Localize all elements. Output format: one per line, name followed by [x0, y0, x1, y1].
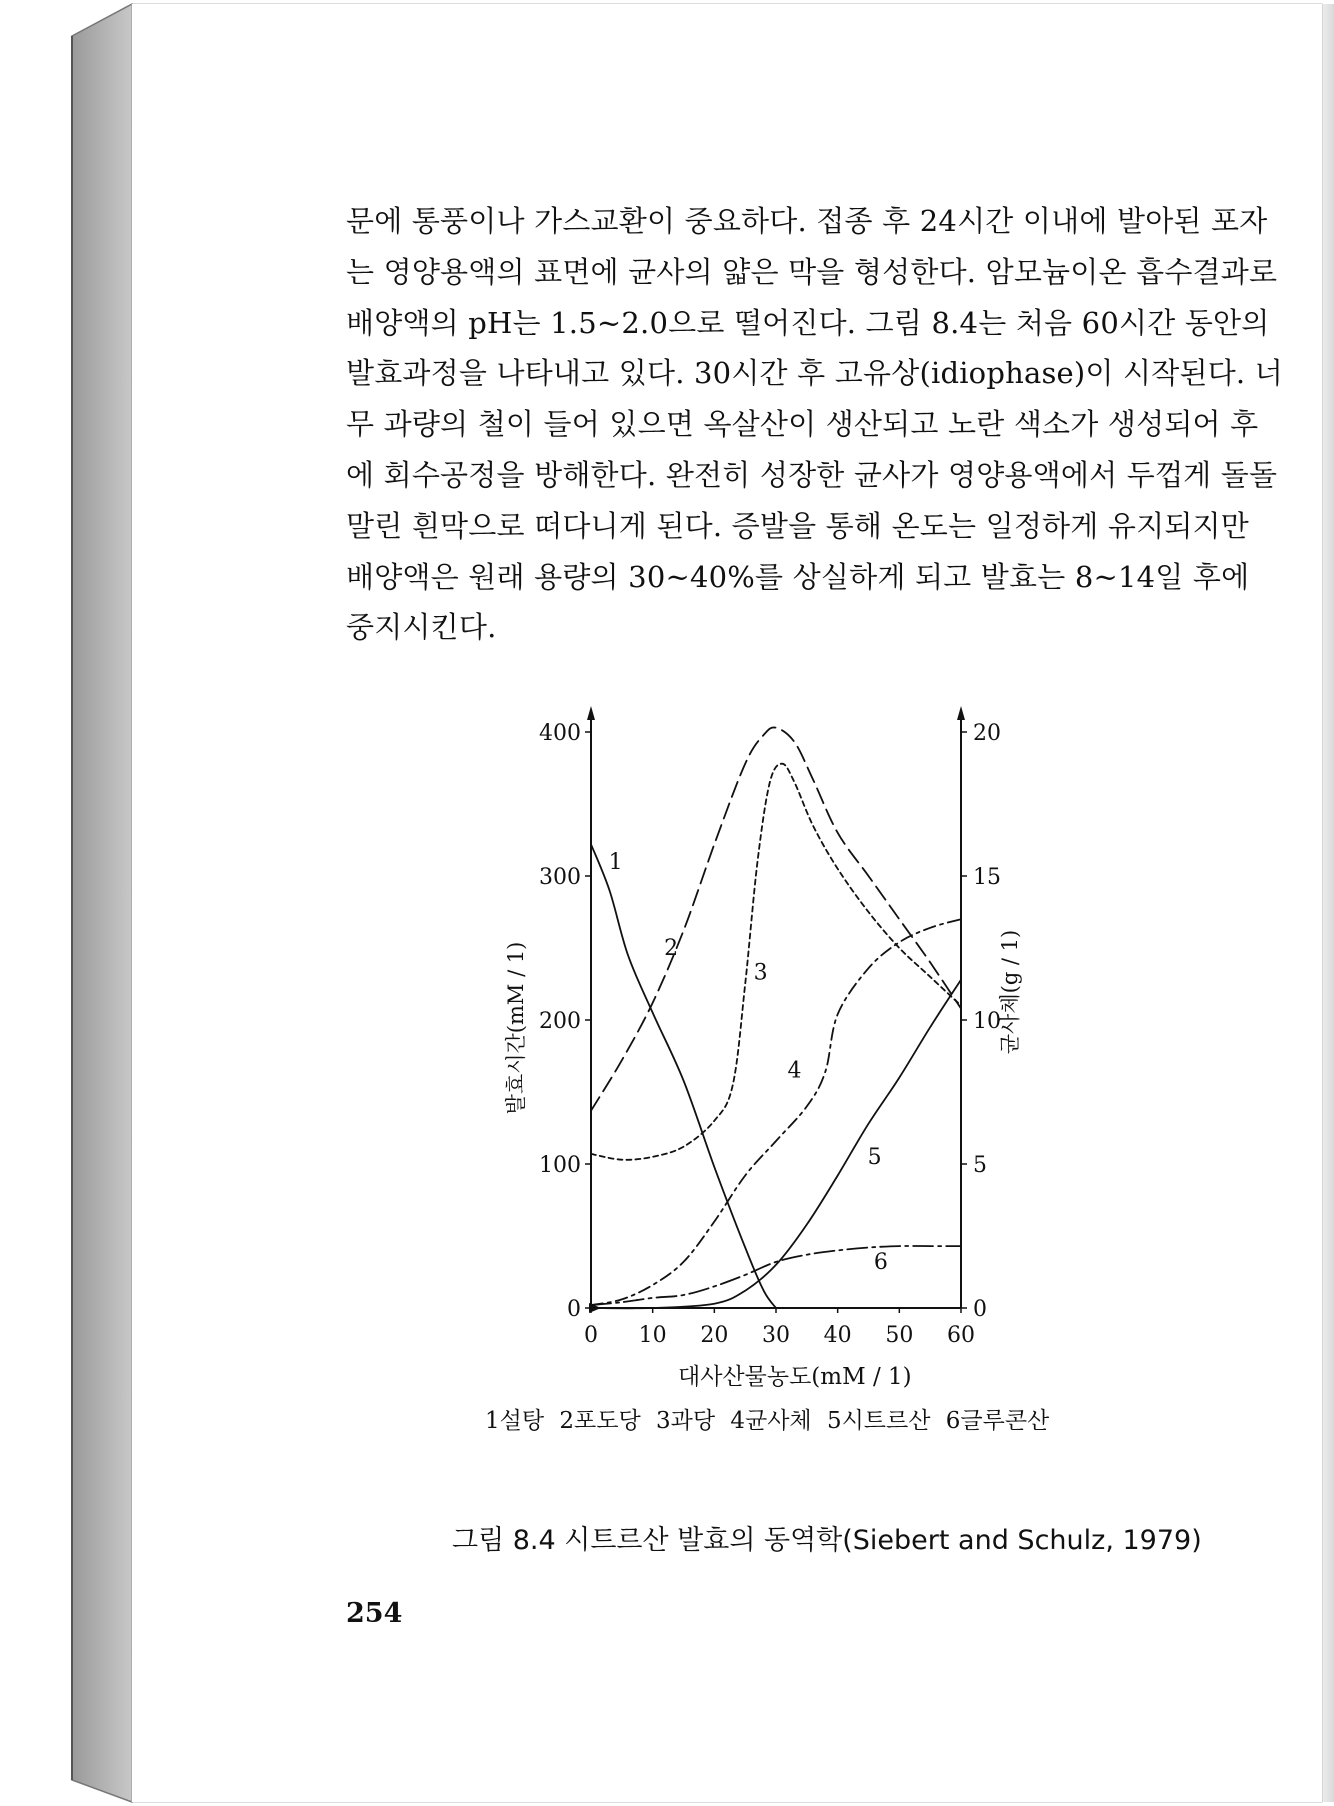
- curve-label-2: 2: [664, 936, 679, 962]
- curve-label-5: 5: [867, 1145, 882, 1170]
- y-right-tick-label: 5: [973, 1153, 987, 1178]
- text-line: 문에 통풍이나 가스교환이 중요하다. 접종 후 24시간 이내에 발아된 포자: [346, 204, 1268, 238]
- curve-label-4: 4: [787, 1058, 802, 1084]
- y-left-tick-label: 400: [539, 721, 581, 746]
- x-tick-label: 50: [885, 1323, 914, 1348]
- page-number: 254: [346, 1598, 403, 1629]
- y-left-tick-label: 0: [567, 1297, 581, 1322]
- figure-caption: 그림 8.4 시트르산 발효의 동역학(Siebert and Schulz, 1979): [452, 1525, 1202, 1556]
- x-axis-title: 대사산물농도(mM / 1): [678, 1364, 912, 1390]
- x-tick-label: 60: [947, 1323, 975, 1348]
- curve-label-3: 3: [753, 960, 768, 986]
- x-tick-label: 30: [762, 1323, 790, 1348]
- text-line: 배양액은 원래 용량의 30~40%를 상실하게 되고 발효는 8~14일 후에: [346, 559, 1250, 594]
- text-line: 에 회수공정을 방해한다. 완전히 성장한 균사가 영양용액에서 두껍게 돌돌: [346, 457, 1278, 492]
- series-line-1: [591, 844, 776, 1308]
- figure-legend: 1설탕 2포도당 3과당 4균사체 5시트르산 6글루콘산: [485, 1408, 1050, 1434]
- y-left-tick-label: 200: [539, 1009, 581, 1034]
- series-line-6: [591, 1246, 961, 1305]
- y-axis-right-title: 균사체(g / 1): [998, 929, 1022, 1055]
- text-line: 는 영양용액의 표면에 균사의 얇은 막을 형성한다. 암모늄이온 흡수결과로: [346, 254, 1278, 289]
- x-tick-label: 0: [584, 1323, 598, 1348]
- y-axis-left-arrow: [587, 706, 595, 720]
- y-right-tick-label: 0: [973, 1297, 987, 1322]
- y-axis-right-arrow: [957, 706, 965, 720]
- fermentation-chart: [470, 690, 1090, 1360]
- text-line: 무 과량의 철이 들어 있으면 옥살산이 생산되고 노란 색소가 생성되어 후: [346, 407, 1259, 442]
- y-right-tick-label: 10: [973, 1009, 1001, 1034]
- text-line: 발효과정을 나타내고 있다. 30시간 후 고유상(idiophase)이 시작된다. 너: [346, 356, 1283, 391]
- series-line-3: [591, 764, 961, 1160]
- body-paragraph: [346, 196, 1283, 653]
- text-line: 말린 흰막으로 떠다니게 된다. 증발을 통해 온도는 일정하게 유지되지만: [346, 508, 1249, 543]
- x-tick-label: 10: [638, 1323, 667, 1348]
- text-line: 배양액의 pH는 1.5~2.0으로 떨어진다. 그림 8.4는 처음 60시간 동안의: [346, 305, 1270, 340]
- x-tick-label: 40: [823, 1323, 852, 1348]
- text-line: 중지시킨다.: [346, 610, 497, 645]
- y-left-tick-label: 300: [539, 865, 581, 890]
- series-line-2: [591, 727, 961, 1110]
- y-left-tick-label: 100: [539, 1153, 581, 1178]
- curve-label-6: 6: [873, 1250, 888, 1276]
- x-tick-label: 20: [700, 1323, 729, 1348]
- series-line-5: [591, 980, 961, 1309]
- y-right-tick-label: 20: [973, 721, 1001, 746]
- series-line-4: [591, 919, 961, 1305]
- y-axis-left-title: 발효시간(mM / 1): [504, 941, 528, 1115]
- y-right-tick-label: 15: [973, 865, 1001, 890]
- curve-label-1: 1: [608, 849, 623, 875]
